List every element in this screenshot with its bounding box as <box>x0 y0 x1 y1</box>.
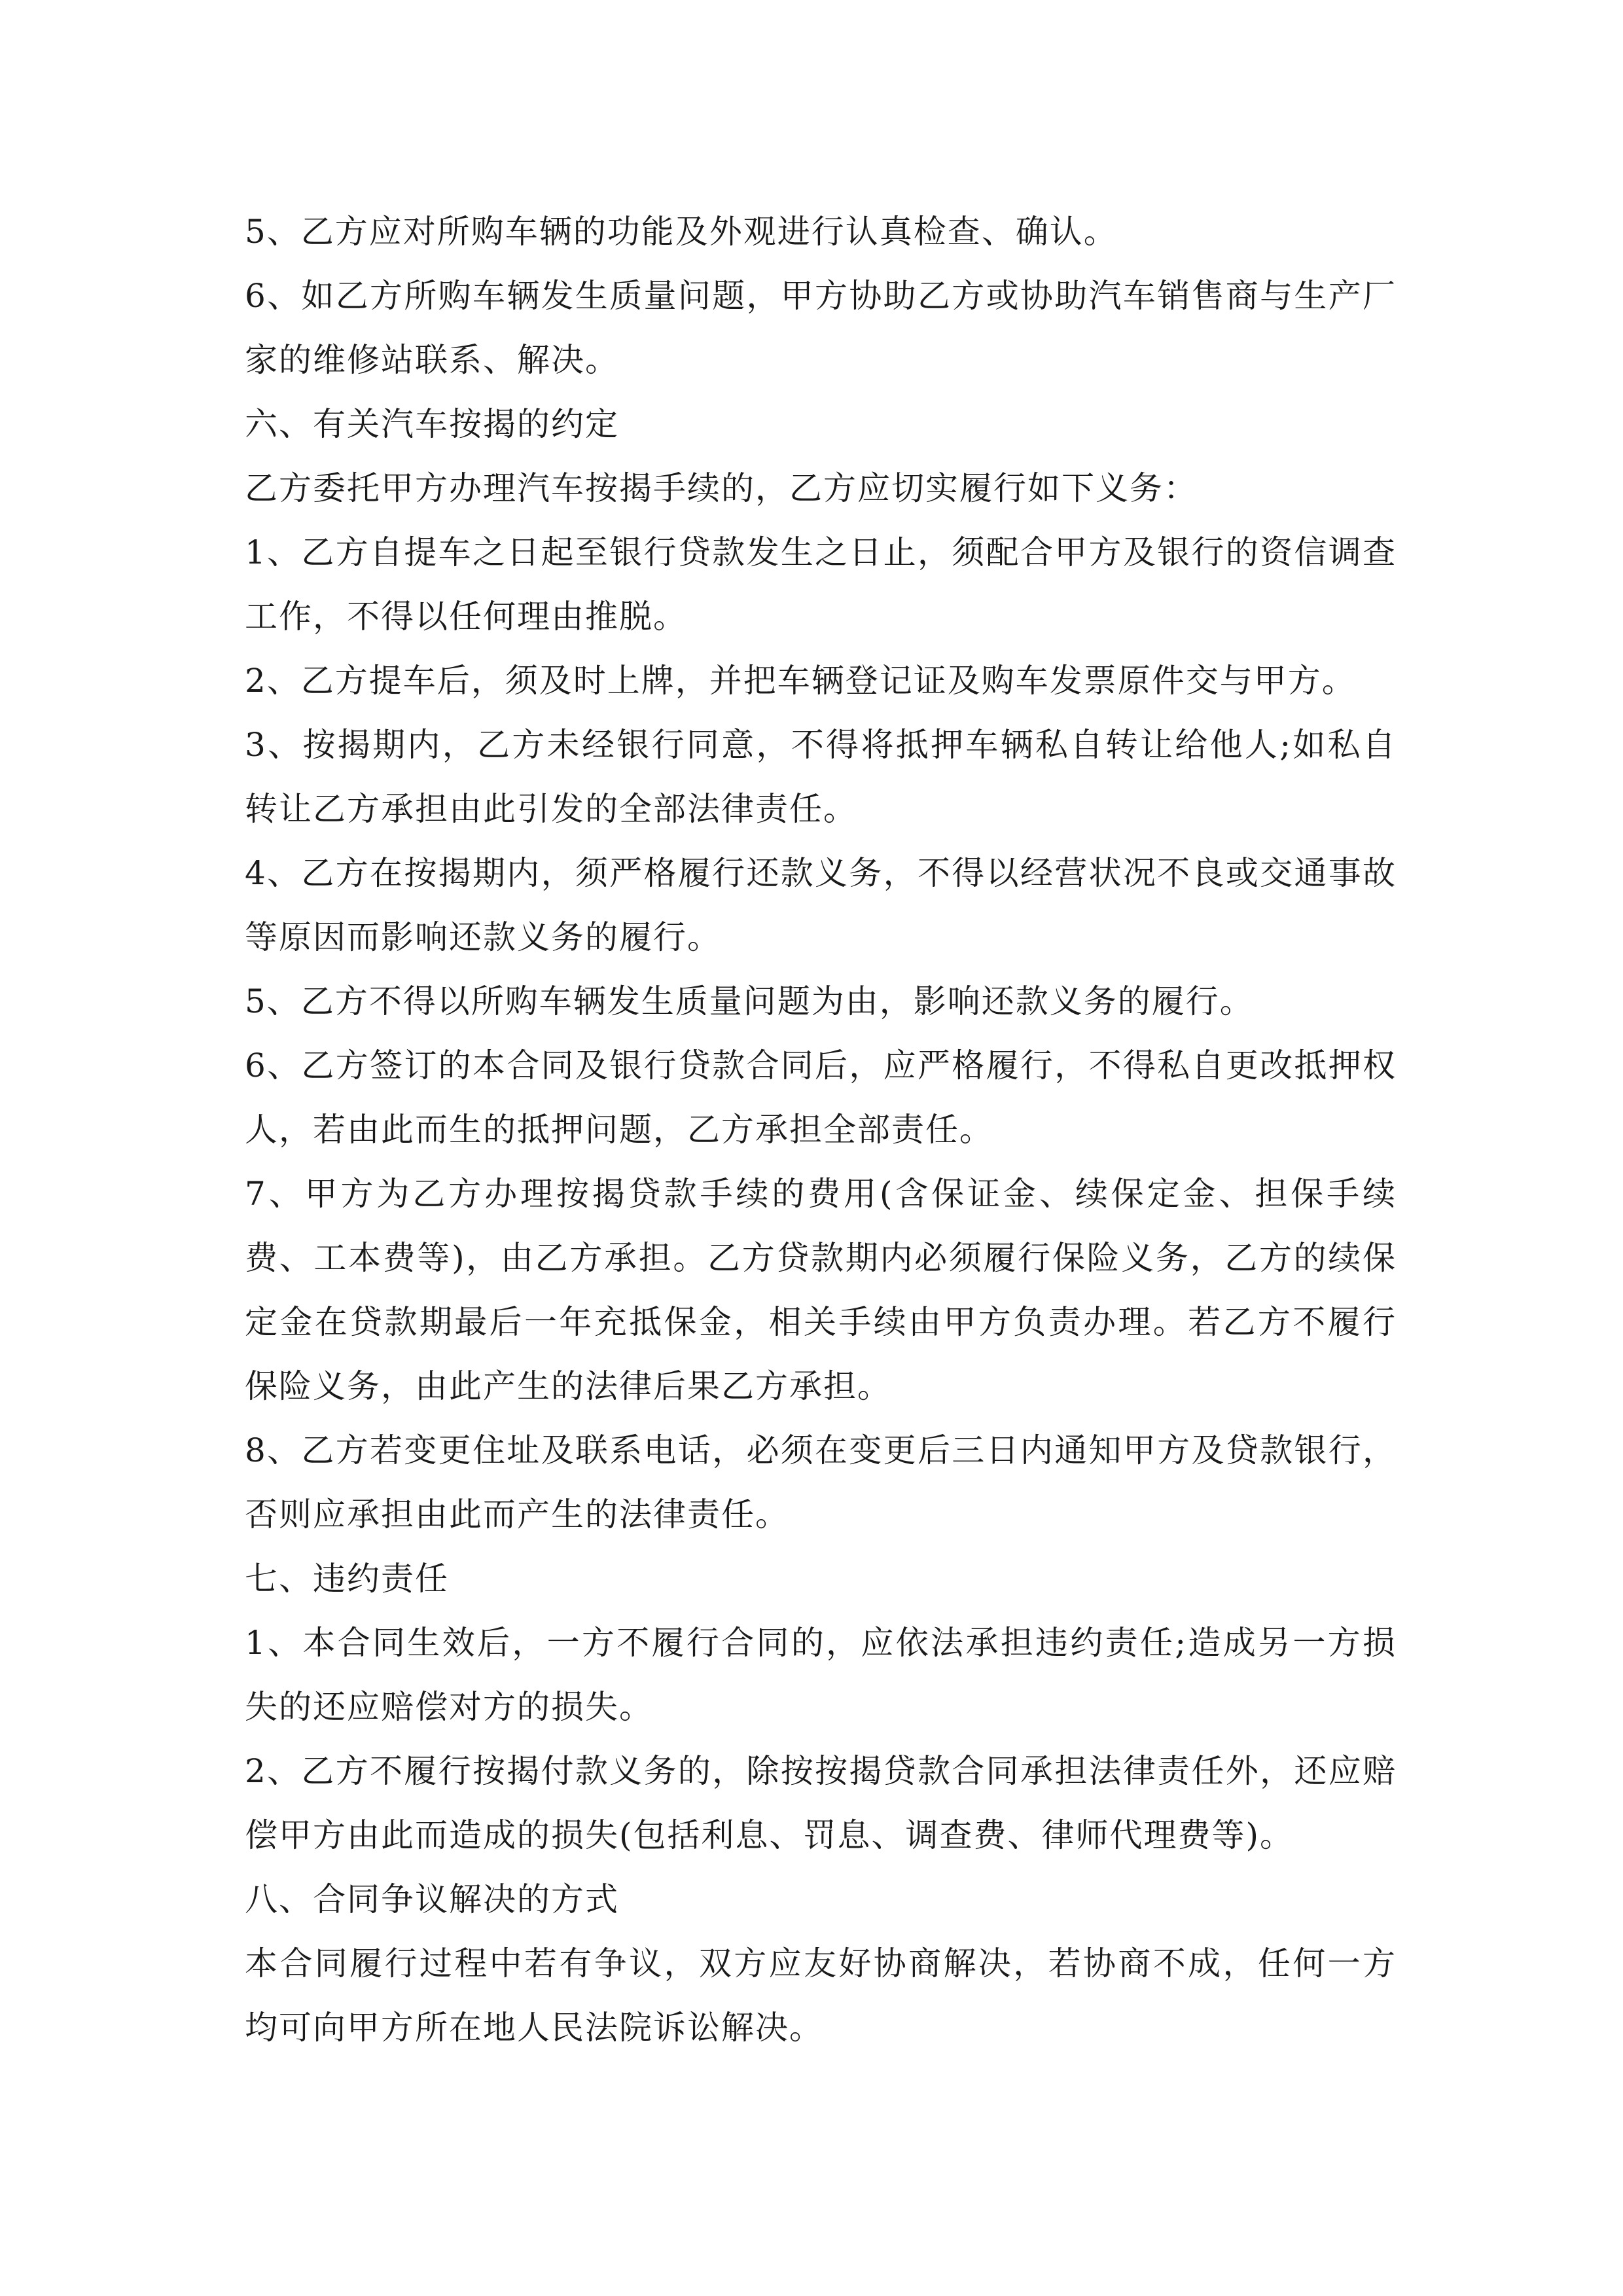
mortgage-clause-1: 1、乙方自提车之日起至银行贷款发生之日止，须配合甲方及银行的资信调查工作，不得以任何理由推脱。 <box>245 533 1397 636</box>
clause-5-inspection: 5、乙方应对所购车辆的功能及外观进行认真检查、确认。 <box>245 213 1118 251</box>
breach-clause-2: 2、乙方不履行按揭付款义务的，除按按揭贷款合同承担法律责任外，还应赔偿甲方由此而造成的损失(包括利息、罚息、调查费、律师代理费等)。 <box>245 1752 1397 1854</box>
mortgage-clause-8: 8、乙方若变更住址及联系电话，必须在变更后三日内通知甲方及贷款银行，否则应承担由此而产生的法律责任。 <box>245 1431 1397 1534</box>
mortgage-clause-2: 2、乙方提车后，须及时上牌，并把车辆登记证及购车发票原件交与甲方。 <box>245 662 1356 700</box>
mortgage-intro: 乙方委托甲方办理汽车按揭手续的，乙方应切实履行如下义务： <box>245 469 1198 507</box>
section-heading-dispute: 八、合同争议解决的方式 <box>245 1880 619 1918</box>
breach-clause-1: 1、本合同生效后，一方不履行合同的，应依法承担违约责任;造成另一方损失的还应赔偿对方的损失。 <box>245 1624 1397 1726</box>
mortgage-clause-6: 6、乙方签订的本合同及银行贷款合同后，应严格履行，不得私自更改抵押权人，若由此而生的抵押问题，乙方承担全部责任。 <box>245 1047 1397 1149</box>
dispute-clause: 本合同履行过程中若有争议，双方应友好协商解决，若协商不成，任何一方均可向甲方所在地人民法院诉讼解决。 <box>245 1945 1397 2047</box>
mortgage-clause-5: 5、乙方不得以所购车辆发生质量问题为由，影响还款义务的履行。 <box>245 982 1254 1020</box>
mortgage-clause-7: 7、甲方为乙方办理按揭贷款手续的费用(含保证金、续保定金、担保手续费、工本费等)，由乙方承担。乙方贷款期内必须履行保险义务，乙方的续保定金在贷款期最后一年充抵保金，相关手续由甲方负责办理。若乙方不履行保险义务，由此产生的法律后果乙方承担。 <box>245 1175 1397 1405</box>
mortgage-clause-3: 3、按揭期内，乙方未经银行同意，不得将抵押车辆私自转让给他人;如私自转让乙方承担由此引发的全部法律责任。 <box>245 726 1397 828</box>
section-heading-breach: 七、违约责任 <box>245 1560 449 1598</box>
mortgage-clause-4: 4、乙方在按揭期内，须严格履行还款义务，不得以经营状况不良或交通事故等原因而影响还款义务的履行。 <box>245 854 1397 956</box>
document-body <box>245 200 1397 2060</box>
clause-6-quality: 6、如乙方所购车辆发生质量问题，甲方协助乙方或协助汽车销售商与生产厂家的维修站联系、解决。 <box>245 277 1397 379</box>
section-heading-mortgage: 六、有关汽车按揭的约定 <box>245 405 619 443</box>
